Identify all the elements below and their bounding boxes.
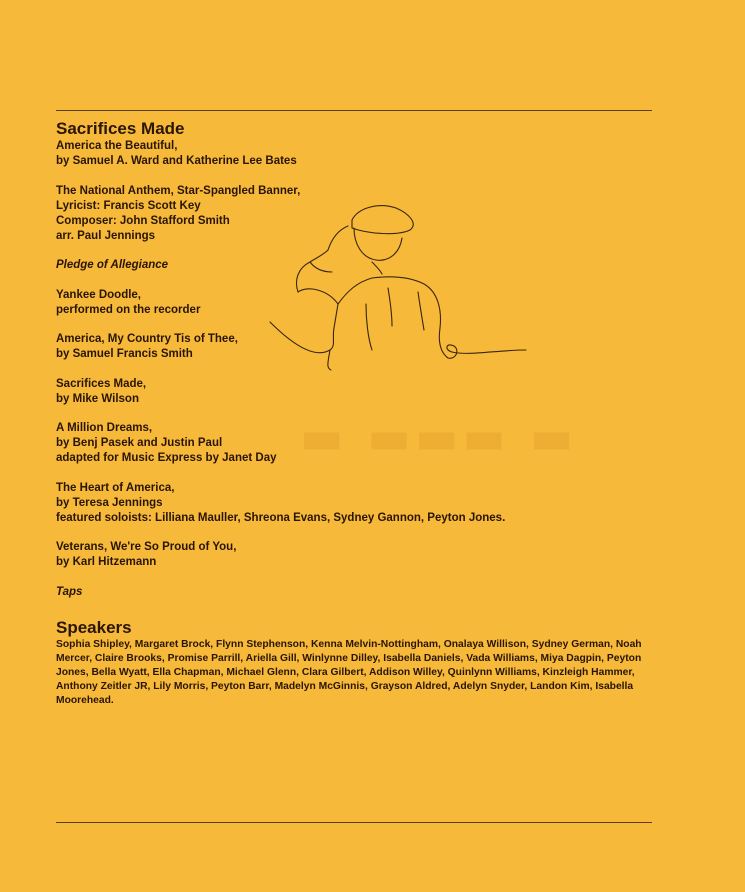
program-item-line: A Million Dreams, — [56, 422, 153, 434]
saluting-soldier-illustration — [268, 200, 530, 372]
program-item-line: by Mike Wilson — [56, 392, 139, 405]
program-item-line: by Samuel A. Ward and Katherine Lee Bates — [56, 155, 297, 167]
program-item-line: America the Beautiful, — [56, 140, 178, 152]
program-item-line: by Karl Hitzemann — [56, 556, 157, 568]
program-item — [56, 585, 676, 600]
program-item-line: by Samuel Francis Smith — [56, 348, 193, 360]
program-item-line: Pledge of Allegiance — [56, 259, 169, 271]
program-item-line: performed on the recorder — [56, 303, 201, 316]
program-item-line: The Heart of America, — [56, 481, 175, 494]
program-item — [56, 540, 676, 570]
program-item-line: America, My Country Tis of Thee, — [56, 333, 238, 345]
bleed-through-mark: ▬ ▬▬▬ ▬ — [300, 410, 578, 464]
program-item-line: Lyricist: Francis Scott Key — [56, 199, 201, 212]
program-item-line: The National Anthem, Star-Spangled Banner, — [56, 184, 301, 197]
program-item-line: Sacrifices Made, — [56, 377, 147, 390]
program-item-line: Veterans, We're So Proud of You, — [56, 541, 237, 553]
program-item — [56, 377, 676, 407]
speakers-title: Speakers — [56, 617, 132, 637]
program-item-line: adapted for Music Express by Janet Day — [56, 452, 277, 464]
program-item — [56, 139, 676, 169]
program-item-line: by Benj Pasek and Justin Paul — [56, 437, 223, 449]
program-item-line: Taps — [56, 585, 83, 598]
section-title: Sacrifices Made — [56, 119, 185, 138]
program-item-line: by Teresa Jennings — [56, 496, 163, 509]
top-divider — [56, 110, 652, 111]
program-item-line: arr. Paul Jennings — [56, 229, 156, 242]
program-item-line: Yankee Doodle, — [56, 288, 142, 301]
program-item — [56, 481, 676, 526]
program-item-line: Composer: John Stafford Smith — [56, 214, 230, 227]
speakers-list: Sophia Shipley, Margaret Brock, Flynn Stephenson, Kenna Melvin-Nottingham, Onalaya Willison, Sydney German, Noah Mercer, Claire Brooks, Promise Parrill, Ariella Gill, Winlynne Dilley, Isabella Daniels, Vada Williams, Miya Dagpin, Peyton Jones, Bella Wyatt, Ella Chapman, Michael Glenn, Clara Gilbert, Addison Willey, Quinlynn Williams, Kinzleigh Hammer, Anthony Zeitler JR, Lily Morris, Peyton Barr, Madelyn McGinnis, Grayson Aldred, Adelyn Snyder, Landon Kim, Isabella Moorehead. — [56, 638, 642, 706]
program-item-line: featured soloists: Lilliana Mauller, Shreona Evans, Sydney Gannon, Peyton Jones. — [56, 511, 506, 524]
bottom-divider — [56, 822, 652, 823]
